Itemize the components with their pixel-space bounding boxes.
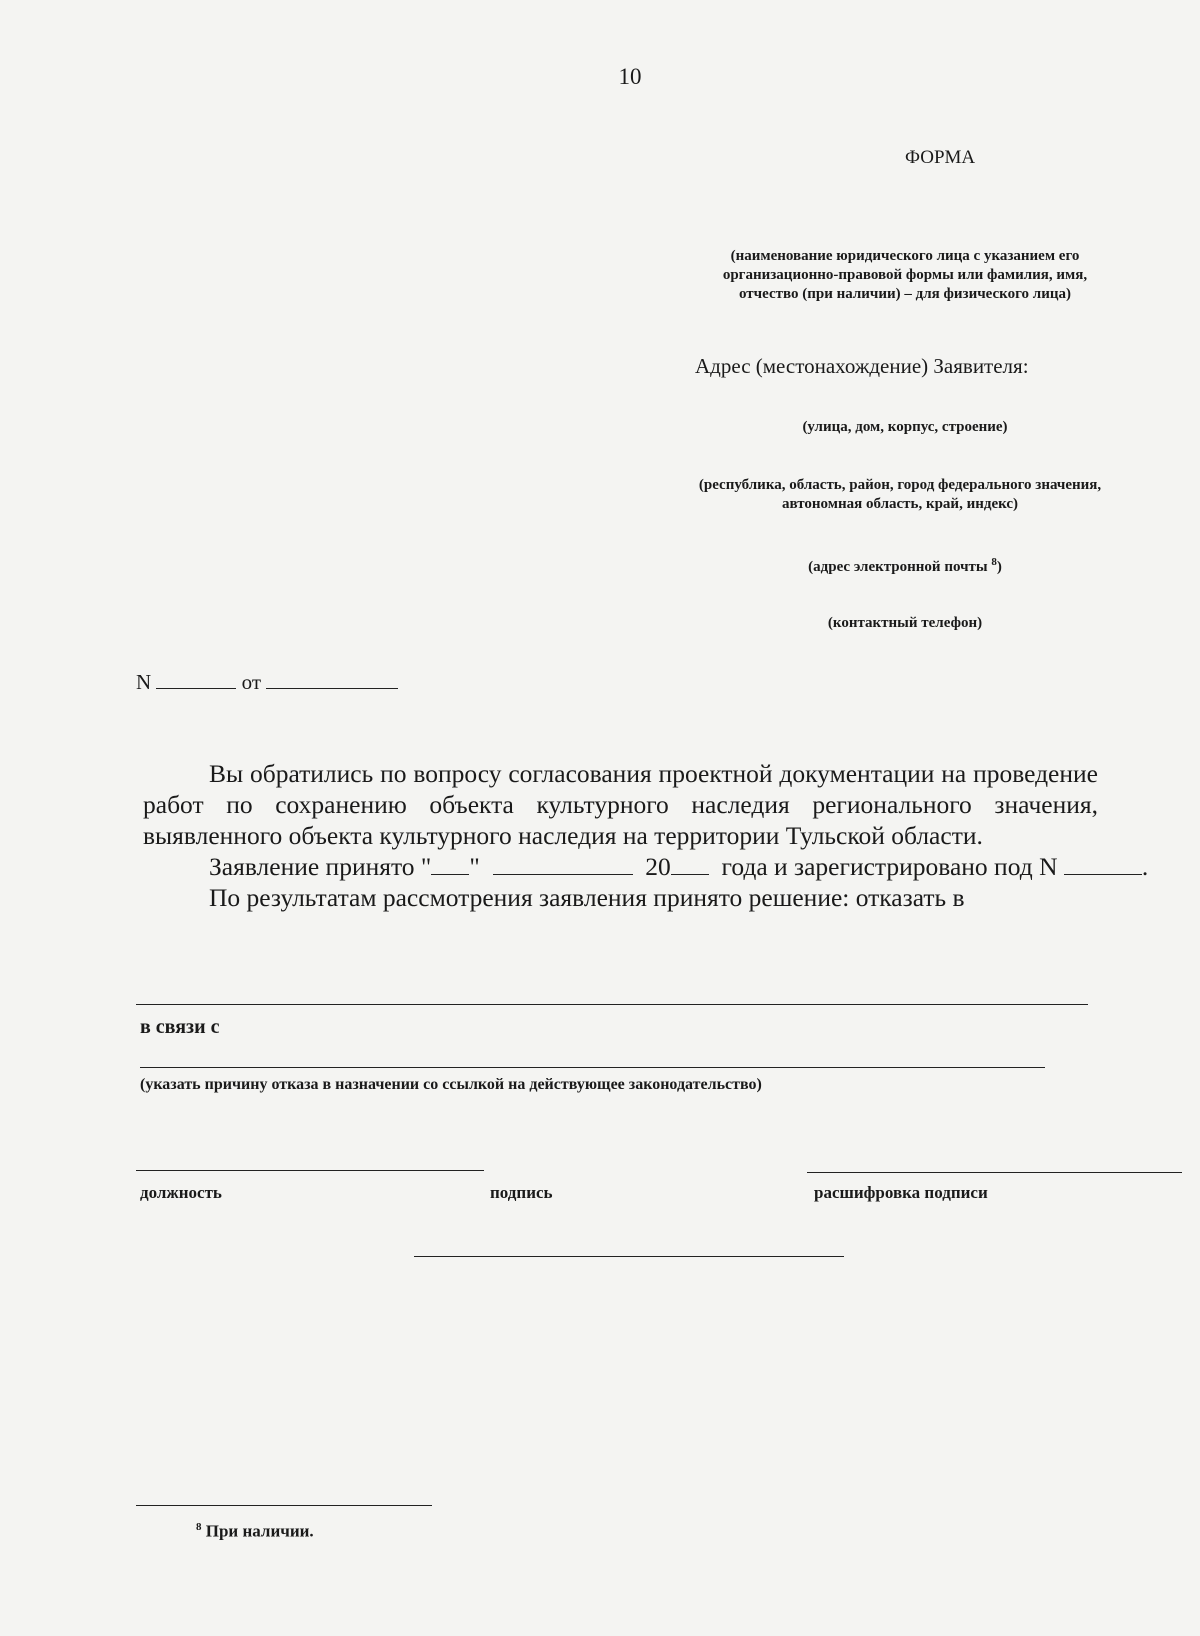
paragraph-decision: По результатам рассмотрения заявления принято решение: отказать в [209, 883, 965, 912]
date-blank [266, 668, 398, 689]
month-blank [493, 854, 633, 875]
day-blank [431, 854, 469, 875]
year-blank [671, 854, 709, 875]
footnote-mark: 8 [196, 1521, 202, 1533]
applicant-name-note: (наименование юридического лица с указанием его организационно-правовой формы или фамилия, имя, отчество (при наличии) – для физического лица) [722, 248, 1088, 302]
signature-caption: подпись [490, 1183, 553, 1202]
date-from-label: от [241, 670, 262, 694]
registration-number-blank [1064, 854, 1142, 875]
footnote [196, 1521, 314, 1542]
number-blank [156, 668, 236, 689]
email-footnote-ref: 8 [991, 556, 997, 568]
email-note-text: (адрес электронной почты [808, 559, 988, 575]
paragraph-request: Вы обратились по вопросу согласования проектной документации на проведение работ по сохранению объекта культурного наследия регионального значения, выявленного объекта культурного наследия на территории Тульской области. [143, 759, 1098, 850]
phone-note: (контактный телефон) [827, 615, 983, 631]
registration-text-start: Заявление принято " [209, 852, 432, 881]
decoding-caption: расшифровка подписи [814, 1183, 988, 1202]
footnote-text: При наличии. [205, 1521, 314, 1541]
extra-line [414, 1256, 844, 1257]
page-number: 10 [618, 64, 642, 89]
decision-line [136, 1004, 1088, 1005]
document-number-line [136, 668, 398, 695]
number-label: N [136, 670, 152, 694]
registration-quote-close: " [469, 852, 480, 881]
decoding-line [807, 1172, 1182, 1173]
position-caption: должность [140, 1183, 222, 1202]
reason-line [140, 1067, 1045, 1068]
paragraph-registration [143, 851, 1149, 882]
registration-period: . [1141, 852, 1149, 881]
reason-label: в связи с [140, 1016, 220, 1038]
applicant-address-label: Адрес (местонахождение) Заявителя: [695, 354, 1029, 378]
street-note: (улица, дом, корпус, строение) [802, 419, 1008, 435]
email-note-close: ) [996, 559, 1002, 575]
footnote-separator [136, 1505, 432, 1506]
region-note: (республика, область, район, город федерального значения, автономная область, край, индекс) [698, 477, 1102, 512]
reason-note: (указать причину отказа в назначении со ссылкой на действующее законодательство) [140, 1076, 762, 1093]
letter-body [143, 758, 1149, 913]
position-line [136, 1170, 484, 1171]
year-prefix: 20 [645, 852, 671, 881]
email-note [700, 553, 1110, 577]
form-title: ФОРМА [905, 147, 976, 168]
registration-text-end: года и зарегистрировано под N [721, 852, 1058, 881]
